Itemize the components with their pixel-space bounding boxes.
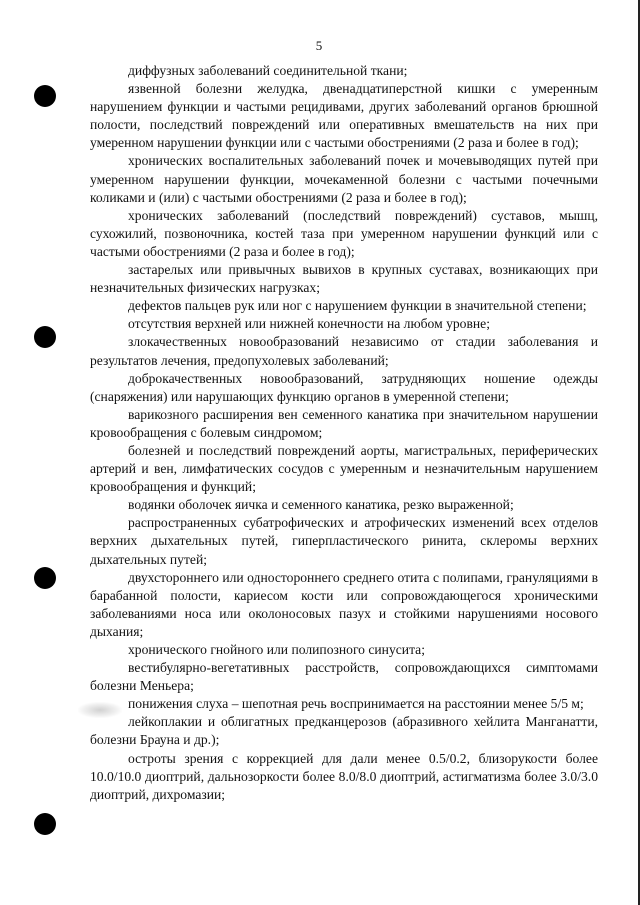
punch-hole [34, 813, 56, 835]
paragraph: двухстороннего или одностороннего среднего отита с полипами, грануляциями в барабанной полости, кариесом кости или сопровождающегося хроническими заболеваниями носа или околоносовых пазух и стойкими нарушениями носового дыхания; [90, 569, 598, 639]
paragraph: хронического гнойного или полипозного синусита; [128, 642, 425, 657]
paragraph: язвенной болезни желудка, двенадцатиперстной кишки с умеренным нарушением функции и частыми рецидивами, других заболеваний органов брюшной полости, последствий повреждений или оперативных вмешательств на них при умеренном нарушении функции или с частыми обострениями (2 раза и более в год); [90, 81, 598, 151]
paragraph: диффузных заболеваний соединительной ткани; [128, 63, 408, 78]
punch-hole [34, 567, 56, 589]
page-number: 5 [315, 38, 323, 53]
paragraph: отсутствия верхней или нижней конечности на любом уровне; [128, 316, 490, 332]
paragraph: хронических воспалительных заболеваний почек и мочевыводящих путей при умеренном нарушении функции, мочекаменной болезни с частыми почечными коликами и (или) с частыми обострениями (2 раза и более в год); [90, 153, 598, 205]
paragraph: варикозного расширения вен семенного канатика при значительном нарушении кровообращения с болевым синдромом; [90, 406, 598, 440]
punch-hole [34, 85, 56, 107]
paragraph: вестибулярно-вегетативных расстройств, сопровождающихся симптомами болезни Меньера; [90, 660, 598, 694]
paragraph: дефектов пальцев рук или ног с нарушением функции в значительной степени; [128, 298, 587, 314]
body-text [90, 62, 598, 804]
paragraph: злокачественных новообразований независимо от стадии заболевания и результатов лечения, предопухолевых заболеваний; [90, 334, 598, 368]
paragraph: водянки оболочек яичка и семенного канатика, резко выраженной; [128, 497, 514, 513]
paragraph: понижения слуха – шепотная речь воспринимается на расстоянии менее 5/5 м; [128, 696, 584, 712]
paragraph: застарелых или привычных вывихов в крупных суставах, возникающих при незначительных физических нагрузках; [90, 262, 598, 296]
paragraph: доброкачественных новообразований, затрудняющих ношение одежды (снаряжения) или нарушающих функцию органов в умеренной степени; [90, 370, 598, 404]
paragraph: хронических заболеваний (последствий повреждений) суставов, мышц, сухожилий, позвоночника, костей таза при умеренном нарушении функций или с частыми обострениями (2 раза и более в год); [90, 207, 598, 259]
paragraph: остроты зрения с коррекцией для дали менее 0.5/0.2, близорукости более 10.0/10.0 диоптрий, дальнозоркости более 8.0/8.0 диоптрий, астигматизма более 3.0/3.0 диоптрий, дихромазии; [90, 750, 598, 802]
paragraph: болезней и последствий повреждений аорты, магистральных, периферических артерий и вен, лимфатических сосудов с умеренным и незначительным нарушением кровообращения и функций; [90, 442, 598, 495]
paragraph: лейкоплакии и облигатных предканцерозов (абразивного хейлита Манганатти, болезни Брауна и др.); [90, 714, 598, 748]
paragraph: распространенных субатрофических и атрофических изменений всех отделов верхних дыхательных путей, гиперпластического ринита, склеромы верхних дыхательных путей; [90, 515, 598, 567]
punch-hole [34, 326, 56, 348]
